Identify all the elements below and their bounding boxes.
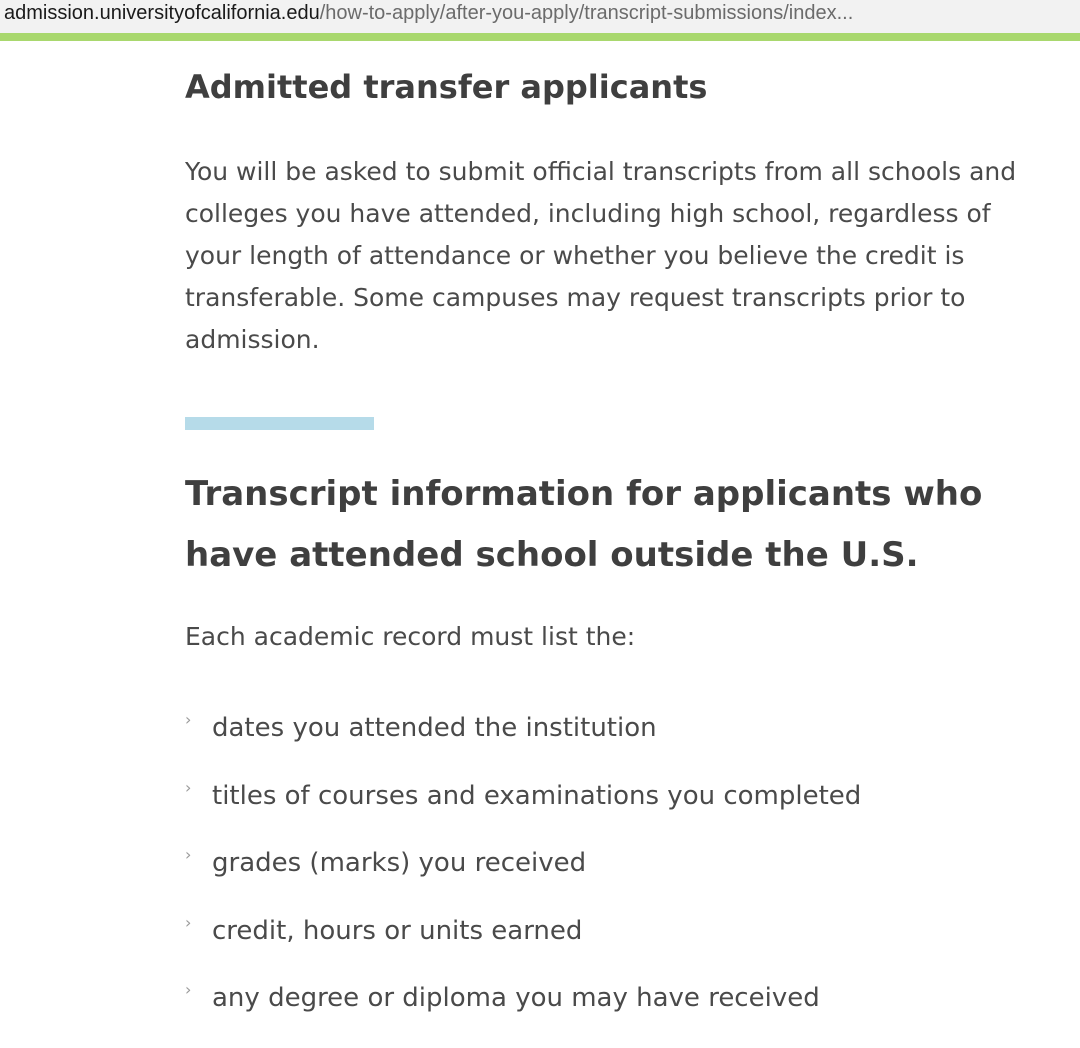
academic-record-lead: Each academic record must list the: (185, 622, 636, 651)
list-item-text: dates you attended the institution (212, 713, 657, 743)
admitted-transfer-paragraph: You will be asked to submit official transcripts from all schools and colleges you have attended, including high school, regardless of your length of attendance or whether you believe the credit is transferable. Some campuses may request transcripts prior to admission. (185, 157, 1017, 354)
chevron-right-icon: › (185, 710, 192, 729)
list-item-text: grades (marks) you received (212, 848, 587, 878)
admitted-transfer-heading: Admitted transfer applicants (185, 68, 708, 106)
list-item-text: titles of courses and examinations you completed (212, 780, 862, 811)
chevron-right-icon: › (185, 777, 192, 797)
url-path: /how-to-apply/after-you-apply/transcript-submissions/index... (319, 2, 854, 24)
list-item-text: credit, hours or units earned (212, 915, 583, 946)
list-item-text: any degree or diploma you may have received (212, 983, 820, 1013)
chevron-right-icon: › (185, 980, 192, 999)
address-bar[interactable] (0, 0, 1080, 33)
page-load-progress-bar (0, 33, 1080, 41)
chevron-right-icon: › (185, 845, 192, 864)
url-domain: admission.universityofcalifornia.edu (4, 2, 320, 24)
chevron-right-icon: › (185, 912, 192, 932)
section-divider (185, 417, 374, 430)
transcript-info-heading: Transcript information for applicants who have attended school outside the U.S. (185, 474, 983, 575)
